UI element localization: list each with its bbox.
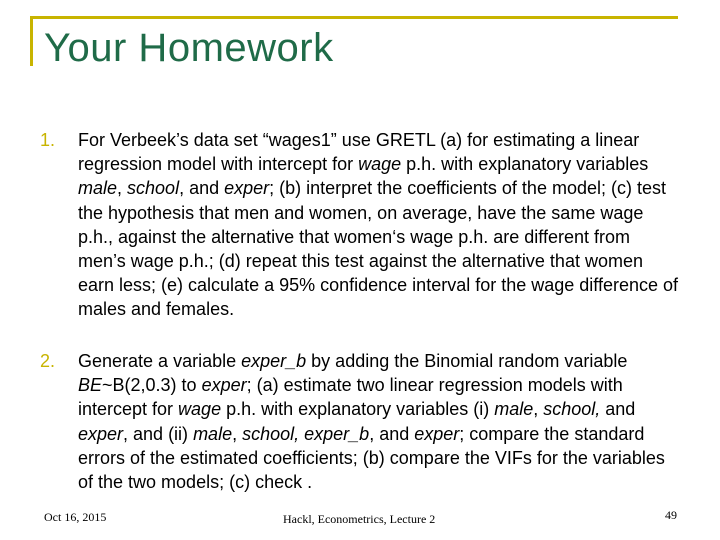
text-run: , <box>117 178 128 199</box>
italic-term: wage <box>358 154 402 175</box>
footer-page-number: 49 <box>665 508 677 522</box>
text-run: , and (ii) <box>123 423 194 444</box>
item-text <box>78 349 680 494</box>
italic-term: male <box>193 423 233 444</box>
title-frame-left-rule <box>30 16 33 66</box>
text-run: , <box>533 399 544 420</box>
italic-term: exper <box>78 423 124 444</box>
text-run: , and <box>369 423 415 444</box>
italic-term: exper_b <box>241 351 307 371</box>
text-run: ~B(2,0.3) to <box>102 375 202 396</box>
italic-term: BE <box>78 375 103 396</box>
italic-term: exper <box>201 375 247 396</box>
homework-item-1 <box>40 128 680 322</box>
italic-term: school <box>127 178 180 199</box>
text-run: , <box>232 423 243 444</box>
italic-term: exper <box>414 423 460 444</box>
italic-term: male <box>494 399 534 420</box>
text-run: For Verbeek’s data set “wages1” use GRETL (a) for estimating a linear regression model with intercept for <box>78 130 640 175</box>
title-frame-top-rule <box>30 16 678 19</box>
item-number: 2. <box>40 351 56 371</box>
text-run: and <box>600 399 636 420</box>
item-text <box>78 128 680 322</box>
italic-term: school, <box>543 399 601 420</box>
italic-term: school, exper_b <box>242 423 370 444</box>
text-run: by adding the Binomial random variable <box>306 351 628 371</box>
homework-item-2 <box>40 349 680 494</box>
italic-term: wage <box>178 399 222 420</box>
text-run: , and <box>179 178 225 199</box>
footer-date: Oct 16, 2015 <box>44 510 107 524</box>
text-run: p.h. with explanatory variables (i) <box>221 399 495 420</box>
italic-term: male <box>78 178 118 199</box>
text-run: Generate a variable <box>78 351 242 371</box>
item-number: 1. <box>40 130 56 150</box>
text-run: ; (b) interpret the coefficients of the model; (c) test the hypothesis that men and women, on average, have the same wage p.h., against the alternative that women‘s wage p.h. are different from men’s wage p.h.; (d) repeat this test against the alternative that women earn less; (e) calculate a 95% confidence interval for the wage difference of males and females. <box>78 178 679 320</box>
footer-lecture: Hackl, Econometrics, Lecture 2 <box>283 512 436 526</box>
text-run: ; compare the standard errors of the estimated coefficients; (b) compare the VIFs for the variables of the two models; (c) check . <box>78 423 665 493</box>
text-run: ; (a) estimate two linear regression models with intercept for <box>78 375 623 420</box>
slide-title: Your Homework <box>44 26 334 70</box>
text-run: p.h. with explanatory variables <box>401 154 649 175</box>
italic-term: exper <box>224 178 270 199</box>
